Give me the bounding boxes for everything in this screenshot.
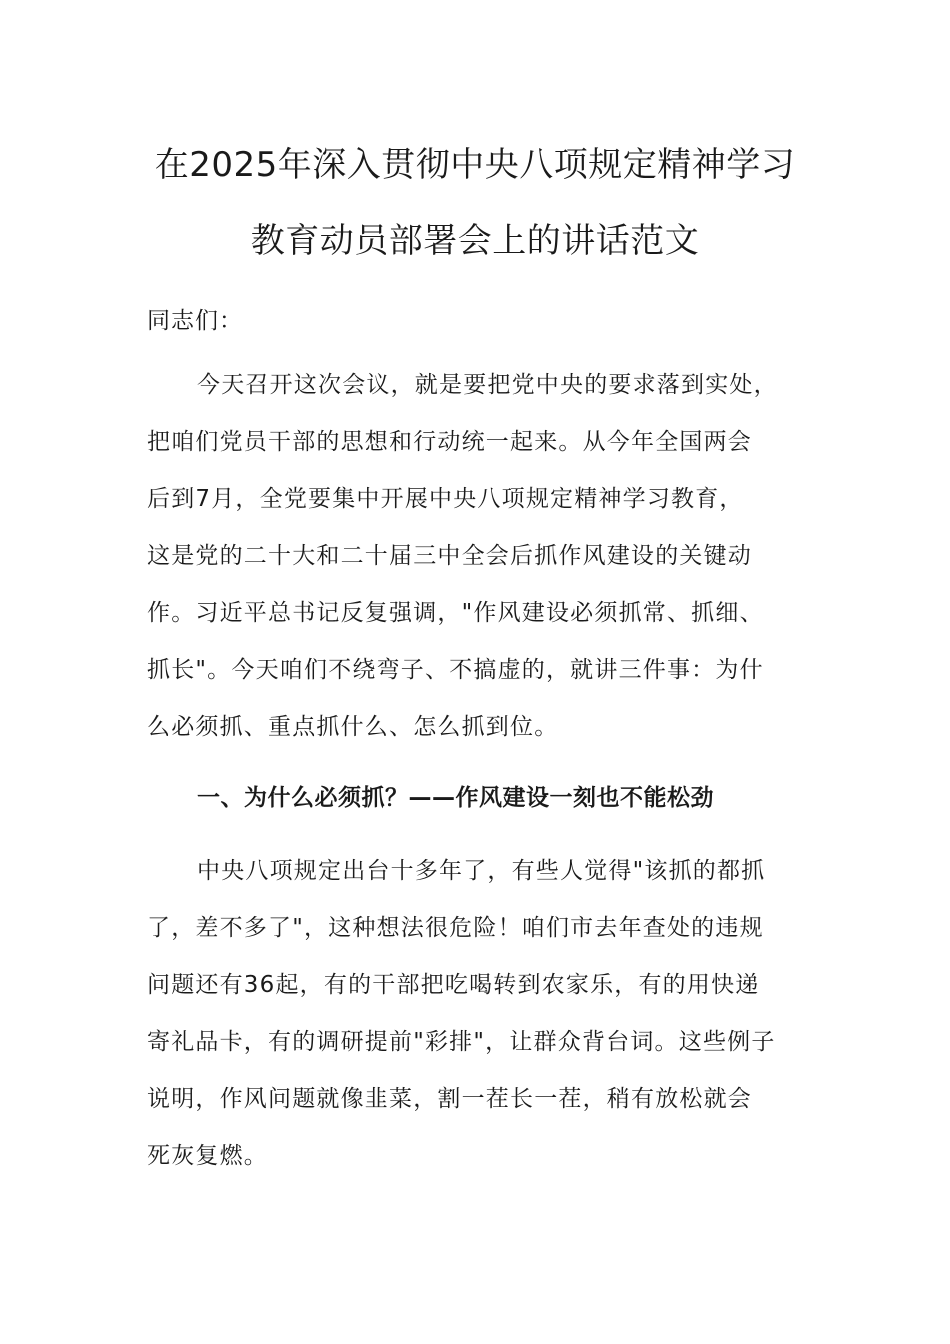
document-title-line-2: 教育动员部署会上的讲话范文 xyxy=(250,221,700,261)
document-title-line-1: 在2025年深入贯彻中央八项规定精神学习 xyxy=(154,145,796,185)
paragraph-line: 了，差不多了"，这种想法很危险！咱们市去年查处的违规 xyxy=(147,915,764,941)
section-heading-1: 一、为什么必须抓？——作风建设一刻也不能松劲 xyxy=(197,785,714,811)
paragraph-line: 说明，作风问题就像韭菜，割一茬长一茬，稍有放松就会 xyxy=(147,1086,752,1112)
paragraph-line: 么必须抓、重点抓什么、怎么抓到位。 xyxy=(147,714,559,740)
paragraph-line: 这是党的二十大和二十届三中全会后抓作风建设的关键动 xyxy=(147,543,752,569)
paragraph-line: 后到7月，全党要集中开展中央八项规定精神学习教育， xyxy=(147,486,744,512)
paragraph-line: 作。习近平总书记反复强调，"作风建设必须抓常、抓细、 xyxy=(147,600,764,626)
paragraph-line: 抓长"。今天咱们不绕弯子、不搞虚的，就讲三件事：为什 xyxy=(147,657,764,683)
paragraph-line: 今天召开这次会议，就是要把党中央的要求落到实处， xyxy=(197,372,778,398)
salutation: 同志们： xyxy=(147,308,243,334)
paragraph-line: 中央八项规定出台十多年了，有些人觉得"该抓的都抓 xyxy=(197,858,766,884)
paragraph-line: 问题还有36起，有的干部把吃喝转到农家乐，有的用快递 xyxy=(147,972,760,998)
paragraph-line: 把咱们党员干部的思想和行动统一起来。从今年全国两会 xyxy=(147,429,752,455)
paragraph-line: 寄礼品卡，有的调研提前"彩排"，让群众背台词。这些例子 xyxy=(147,1029,776,1055)
paragraph-line: 死灰复燃。 xyxy=(147,1143,268,1169)
